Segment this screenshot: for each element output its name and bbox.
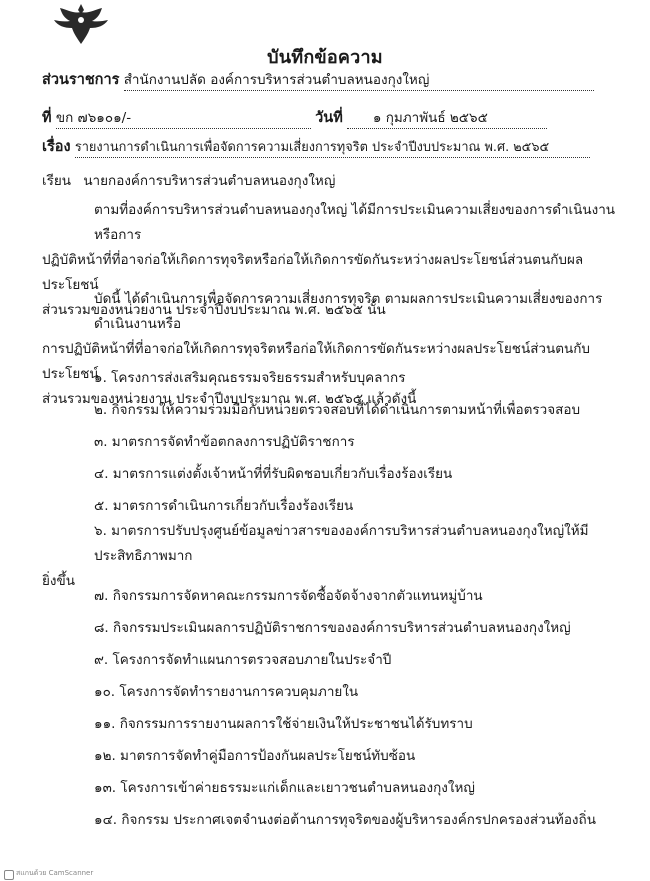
paragraph-1-line-3: ส่วนรวมของหน่วยงาน ประจำปีงบประมาณ พ.ศ. ๒๕๖๕ นั้น — [42, 302, 386, 318]
to-label: เรียน — [42, 173, 72, 189]
ref-date-row — [42, 106, 547, 129]
paragraph-1-line-2: ปฏิบัติหน้าที่ที่อาจก่อให้เกิดการทุจริตหรือก่อให้เกิดการขัดกันระหว่างผลประโยชน์ส่วนตนกับผลประโยชน์ — [42, 252, 584, 293]
list-item: ๘. กิจกรรมประเมินผลการปฏิบัติราชการขององค์การบริหารส่วนตำบลหนองกุงใหญ่ — [94, 620, 571, 636]
list-item: ๑๒. มาตรการจัดทำคู่มือการป้องกันผลประโยชน์ทับซ้อน — [94, 748, 416, 764]
paragraph-1-line-1: ตามที่องค์การบริหารส่วนตำบลหนองกุงใหญ่ ได้มีการประเมินความเสี่ยงของการดำเนินงาน หรือการ — [94, 202, 616, 243]
list-item-line-2: ยิ่งขึ้น — [42, 573, 75, 589]
list-item: ๕. มาตรการดำเนินการเกี่ยวกับเรื่องร้องเรียน — [94, 498, 354, 514]
subject-value: รายงานการดำเนินการเพื่อจัดการความเสี่ยงการทุจริต ประจำปีงบประมาณ พ.ศ. ๒๕๖๕ — [75, 136, 590, 158]
list-item: ๗. กิจกรรมการจัดหาคณะกรรมการจัดซื้อจัดจ้างจากตัวแทนหมู่บ้าน — [94, 588, 483, 604]
list-item: ๑๔. กิจกรรม ประกาศเจตจำนงต่อต้านการทุจริตของผู้บริหารองค์กรปกครองส่วนท้องถิ่น — [94, 812, 596, 828]
list-item: ๑๐. โครงการจัดทำรายงานการควบคุมภายใน — [94, 684, 359, 700]
paragraph-2 — [42, 287, 617, 412]
list-item: ๑. โครงการส่งเสริมคุณธรรมจริยธรรมสำหรับบุคลากร — [94, 370, 406, 386]
paragraph-2-line-1: บัดนี้ ได้ดำเนินการเพื่อจัดการความเสี่ยงการทุจริต ตามผลการประเมินความเสี่ยงของการดำเนินงานหรือ — [94, 291, 603, 332]
list-item: ๑๑. กิจกรรมการรายงานผลการใช้จ่ายเงินให้ประชาชนได้รับทราบ — [94, 716, 473, 732]
ref-value: ขก ๗๖๑๐๑/- — [56, 106, 311, 129]
agency-label: ส่วนราชการ — [42, 72, 120, 88]
garuda-emblem-icon — [50, 2, 112, 46]
agency-row — [42, 68, 594, 91]
paragraph-2-line-2: การปฏิบัติหน้าที่ที่อาจก่อให้เกิดการทุจริตหรือก่อให้เกิดการขัดกันระหว่างผลประโยชน์ส่วนตนกับประโยชน์ — [42, 341, 590, 382]
list-item: ๔. มาตรการแต่งตั้งเจ้าหน้าที่ที่รับผิดชอบเกี่ยวกับเรื่องร้องเรียน — [94, 466, 453, 482]
date-label: วันที่ — [315, 110, 343, 126]
list-item: ๓. มาตรการจัดทำข้อตกลงการปฏิบัติราชการ — [94, 434, 355, 450]
scanner-logo-icon — [4, 870, 14, 880]
subject-label: เรื่อง — [42, 139, 71, 155]
list-item: ๒. กิจกรรมให้ความร่วมมือกับหน่วยตรวจสอบที่ได้ดำเนินการตามหน้าที่เพื่อตรวจสอบ — [94, 402, 581, 418]
to-value: นายกองค์การบริหารส่วนตำบลหนองกุงใหญ่ — [83, 173, 336, 189]
list-item: ๑๓. โครงการเข้าค่ายธรรมะแก่เด็กและเยาวชนตำบลหนองกุงใหญ่ — [94, 780, 475, 796]
list-item: ๙. โครงการจัดทำแผนการตรวจสอบภายในประจำปี — [94, 652, 392, 668]
memo-title: บันทึกข้อความ — [267, 47, 383, 68]
paragraph-2-line-3: ส่วนรวมของหน่วยงาน ประจำปีงบประมาณ พ.ศ. ๒๕๖๕ แล้วดังนี้ — [42, 391, 417, 407]
agency-value: สำนักงานปลัด องค์การบริหารส่วนตำบลหนองกุงใหญ่ — [124, 68, 594, 91]
scanner-footer-text: สแกนด้วย CamScanner — [16, 869, 94, 877]
ref-label: ที่ — [42, 110, 52, 126]
subject-row — [42, 135, 590, 158]
list-item-wrapped — [42, 519, 617, 594]
list-item-line-1: ๖. มาตรการปรับปรุงศูนย์ข้อมูลข่าวสารขององค์การบริหารส่วนตำบลหนองกุงใหญ่ให้มีประสิทธิภาพมาก — [94, 523, 589, 564]
date-value: ๑ กุมภาพันธ์ ๒๕๖๕ — [347, 106, 547, 129]
to-row — [42, 169, 335, 191]
